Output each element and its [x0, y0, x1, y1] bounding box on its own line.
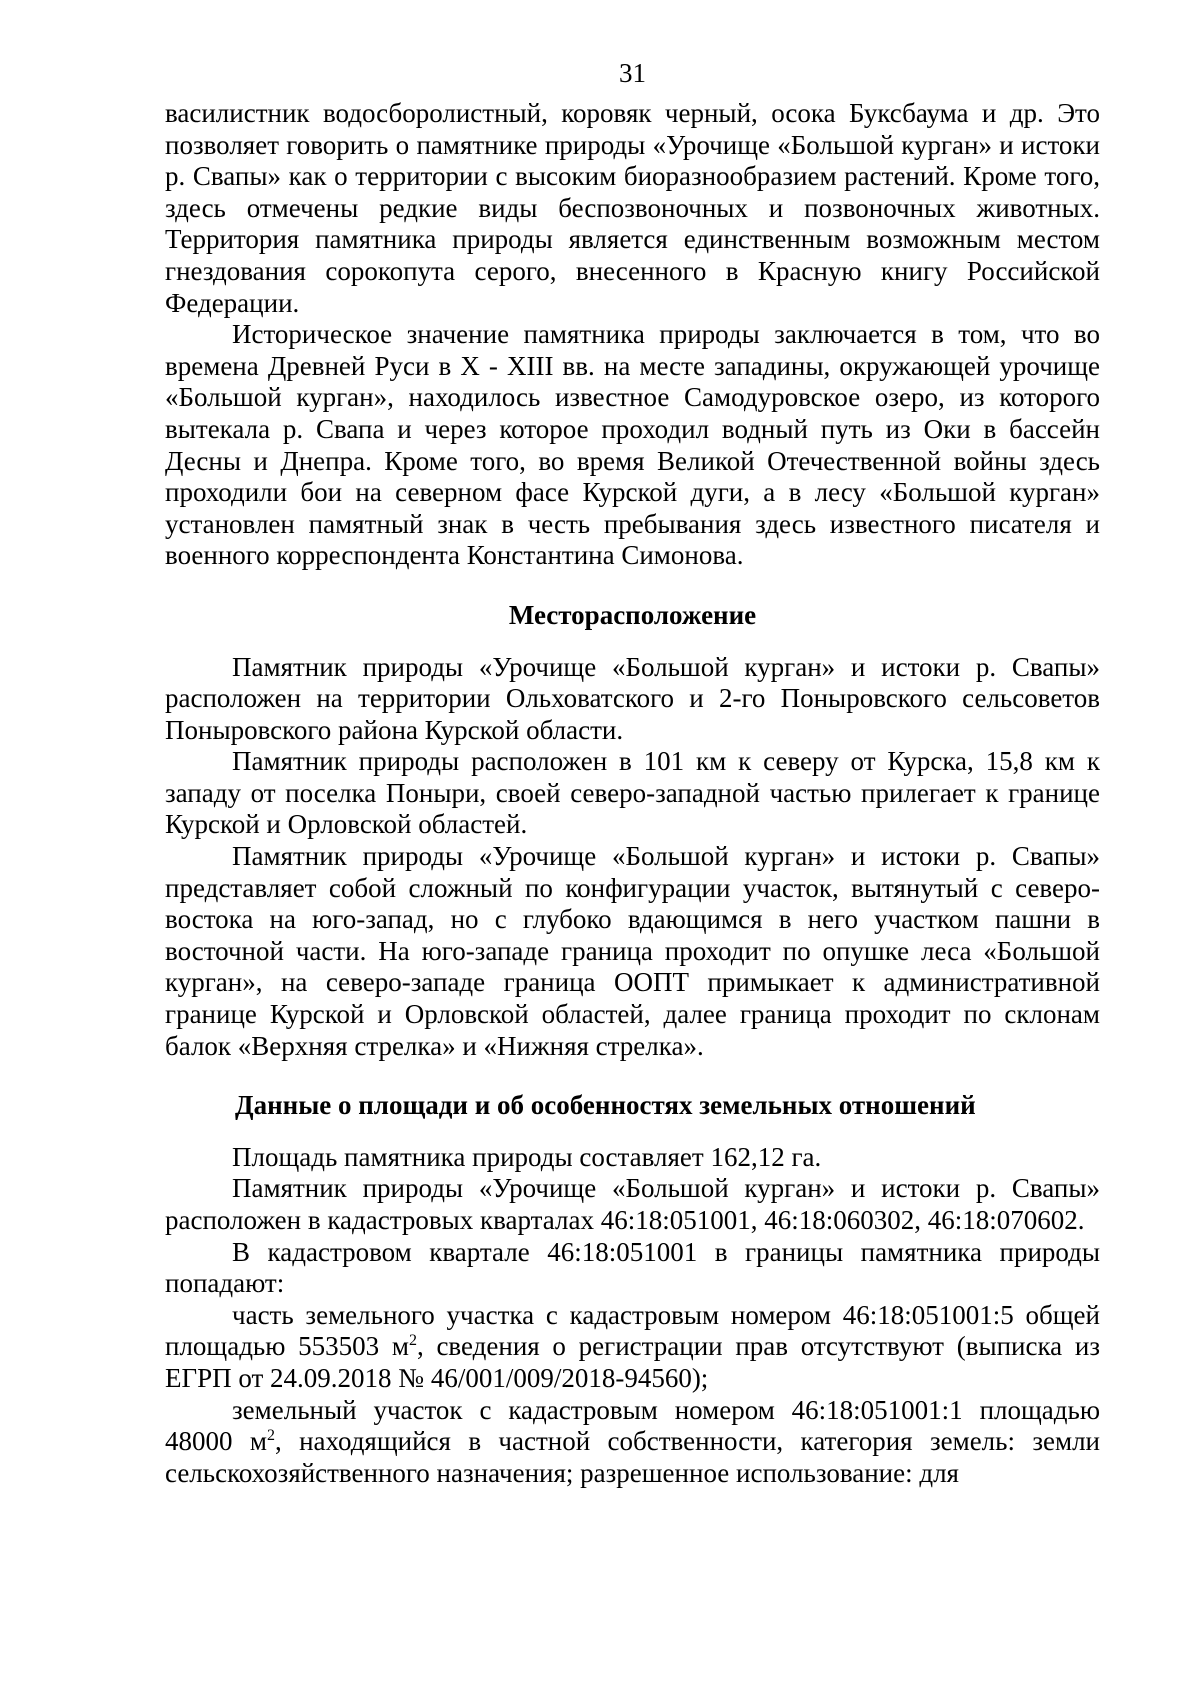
heading-location: Месторасположение [508, 599, 757, 630]
superscript-unit: 2 [408, 1332, 417, 1350]
paragraph-location-3: Памятник природы «Урочище «Большой курган» и истоки р. Свапы» представляет собой сложный по конфигурации участок, вытянутый с северо-востока на юго-запад, но с глубоко вдающимся в него участком пашни в восточной части. На юго-западе граница проходит по опушке леса «Большой курган», на северо-западе граница ООПТ примыкает к административной границе Курской и Орловской областей, далее граница проходит по склонам балок «Верхняя стрелка» и «Нижняя стрелка». [165, 841, 1100, 1061]
document-page [165, 58, 1100, 1489]
paragraph-parcel-1 [165, 1300, 1100, 1395]
parcel-1-text: часть земельного участка с кадастровым номером 46:18:051001:5 общей площадью 553503 м [165, 1299, 1100, 1362]
parcel-2-text-tail: , находящийся в частной собственности, категория земель: земли сельскохозяйственного назначения; разрешенное использование: для [165, 1426, 1100, 1488]
paragraph-area-2: Памятник природы «Урочище «Большой курган» и истоки р. Свапы» расположен в кадастровых кварталах 46:18:051001, 46:18:060302, 46:18:070602. [165, 1173, 1100, 1235]
paragraph-location-2: Памятник природы расположен в 101 км к северу от Курска, 15,8 км к западу от поселка Поныри, своей северо-западной частью прилегает к границе Курской и Орловской областей. [165, 746, 1100, 840]
paragraph-area-1: Площадь памятника природы составляет 162,12 га. [232, 1141, 822, 1172]
parcel-1-text-tail: , сведения о регистрации прав отсутствуют (выписка из ЕГРП от 24.09.2018 № 46/001/009/2018-94560); [165, 1331, 1100, 1393]
paragraph-location-1: Памятник природы «Урочище «Большой курган» и истоки р. Свапы» расположен на территории Ольховатского и 2-го Поныровского сельсоветов Поныровского района Курской области. [165, 651, 1100, 745]
parcel-2-text: земельный участок с кадастровым номером 46:18:051001:1 площадью 48000 м [165, 1394, 1100, 1457]
paragraph-biodiversity: василистник водосборолистный, коровяк черный, осока Буксбаума и др. Это позволяет говорить о памятнике природы «Урочище «Большой курган» и истоки р. Свапы» как о территории с высоким биоразнообразием растений. Кроме того, здесь отмечены редкие виды беспозвоночных и позвоночных животных. Территория памятника природы является единственным возможным местом гнездования сорокопута серого, внесенного в Красную книгу Российской Федерации. [165, 98, 1100, 318]
superscript-unit: 2 [266, 1427, 275, 1445]
paragraph-history: Историческое значение памятника природы заключается в том, что во времена Древней Руси в X - XIII вв. на месте западины, окружающей урочище «Большой курган», находилось известное Самодуровское озеро, из которого вытекала р. Свапа и через которое проходил водный путь из Оки в бассейн Десны и Днепра. Кроме того, во время Великой Отечественной войны здесь проходили бои на северном фасе Курской дуги, а в лесу «Большой курган» установлен памятный знак в честь пребывания здесь известного писателя и военного корреспондента Константина Симонова. [165, 319, 1100, 571]
paragraph-area-3: В кадастровом квартале 46:18:051001 в границы памятника природы попадают: [165, 1236, 1100, 1299]
heading-area: Данные о площади и об особенностях земельных отношений [235, 1090, 976, 1121]
page-number: 31 [619, 58, 646, 88]
paragraph-parcel-2 [165, 1395, 1100, 1490]
